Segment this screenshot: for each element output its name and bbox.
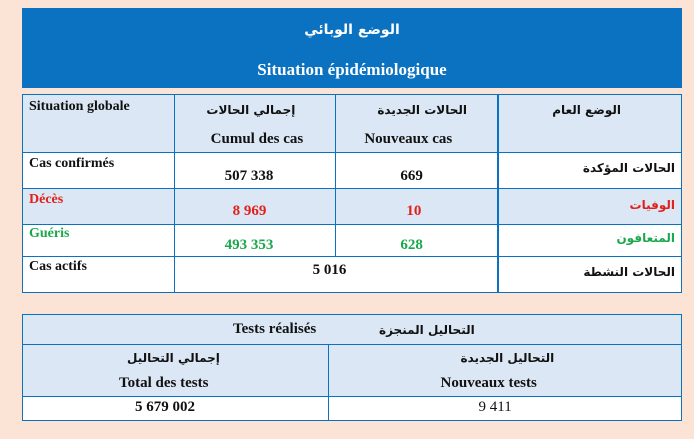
header-banner: [22, 8, 682, 88]
tests-total-fr: Total des tests: [119, 375, 209, 391]
tests-title-ar: التحاليل المنجزة: [379, 323, 475, 337]
row-recovered-ar-cell: [499, 225, 682, 257]
tests-new-fr: Nouveaux tests: [440, 375, 537, 391]
tests-title-cell: [23, 315, 682, 345]
row-active-ar-cell: [499, 257, 682, 293]
tests-title-fr: Tests réalisés: [233, 321, 317, 337]
col-header-global-ar: الوضع العام: [552, 103, 621, 117]
header-cell-global-ar: [499, 95, 682, 153]
row-confirmed-ar: الحالات المؤكدة: [582, 161, 675, 175]
col-header-global-fr: Situation globale: [29, 99, 130, 114]
tests-new-header-cell: [328, 345, 681, 397]
row-recovered-fr: Guéris: [29, 226, 70, 241]
col-header-cumul-fr: Cumul des cas: [210, 131, 304, 147]
header-title-ar: الوضع الوبائي: [304, 22, 400, 38]
row-confirmed-ar-cell: [499, 153, 682, 189]
row-recovered-cumul: 493 353: [224, 237, 274, 253]
header-title-fr: Situation épidémiologique: [257, 60, 447, 79]
row-active-value: 5 016: [312, 262, 347, 278]
row-active-ar: الحالات النشطة: [583, 265, 675, 279]
row-deaths-ar-cell: [499, 189, 682, 225]
col-header-new-ar: الحالات الجديدة: [377, 103, 467, 117]
row-deaths-new: 10: [406, 203, 422, 219]
row-active-value-cell: [174, 257, 497, 293]
row-confirmed-label: [23, 153, 175, 189]
col-header-cumul-ar: إجمالي الحالات: [206, 103, 296, 117]
tests-total-value: 5 679 002: [135, 399, 195, 415]
row-recovered-new: 628: [400, 237, 423, 253]
row-confirmed-fr: Cas confirmés: [29, 156, 115, 171]
row-deaths-label: [23, 189, 175, 225]
row-confirmed-new-cell: [336, 153, 498, 189]
row-deaths-cumul: 8 969: [232, 203, 267, 219]
row-confirmed-cumul: 507 338: [224, 168, 274, 184]
row-active-fr: Cas actifs: [29, 259, 87, 274]
tests-table: [22, 314, 682, 421]
header-cell-cumul: [174, 95, 336, 153]
row-recovered-label: [23, 225, 175, 257]
main-situation-table: [22, 94, 498, 293]
row-confirmed-new: 669: [400, 168, 423, 184]
row-deaths-new-cell: [336, 189, 498, 225]
row-recovered-ar: المتعافون: [616, 231, 675, 245]
row-deaths-ar: الوفيات: [629, 198, 675, 212]
tests-total-ar: إجمالي التحاليل: [127, 351, 220, 365]
row-deaths-cumul-cell: [174, 189, 336, 225]
header-cell-global-fr: [23, 95, 175, 153]
tests-total-value-cell: [23, 397, 329, 421]
tests-total-header-cell: [23, 345, 329, 397]
row-deaths-fr: Décès: [29, 192, 64, 207]
row-recovered-cumul-cell: [174, 225, 336, 257]
tests-new-ar: التحاليل الجديدة: [460, 351, 555, 365]
tests-new-value-cell: [328, 397, 681, 421]
arabic-labels-column: [498, 94, 682, 293]
row-recovered-new-cell: [336, 225, 498, 257]
header-cell-new: [336, 95, 498, 153]
tests-new-value: 9 411: [478, 399, 512, 415]
row-active-label: [23, 257, 175, 293]
col-header-new-fr: Nouveaux cas: [364, 131, 453, 147]
row-confirmed-cumul-cell: [174, 153, 336, 189]
